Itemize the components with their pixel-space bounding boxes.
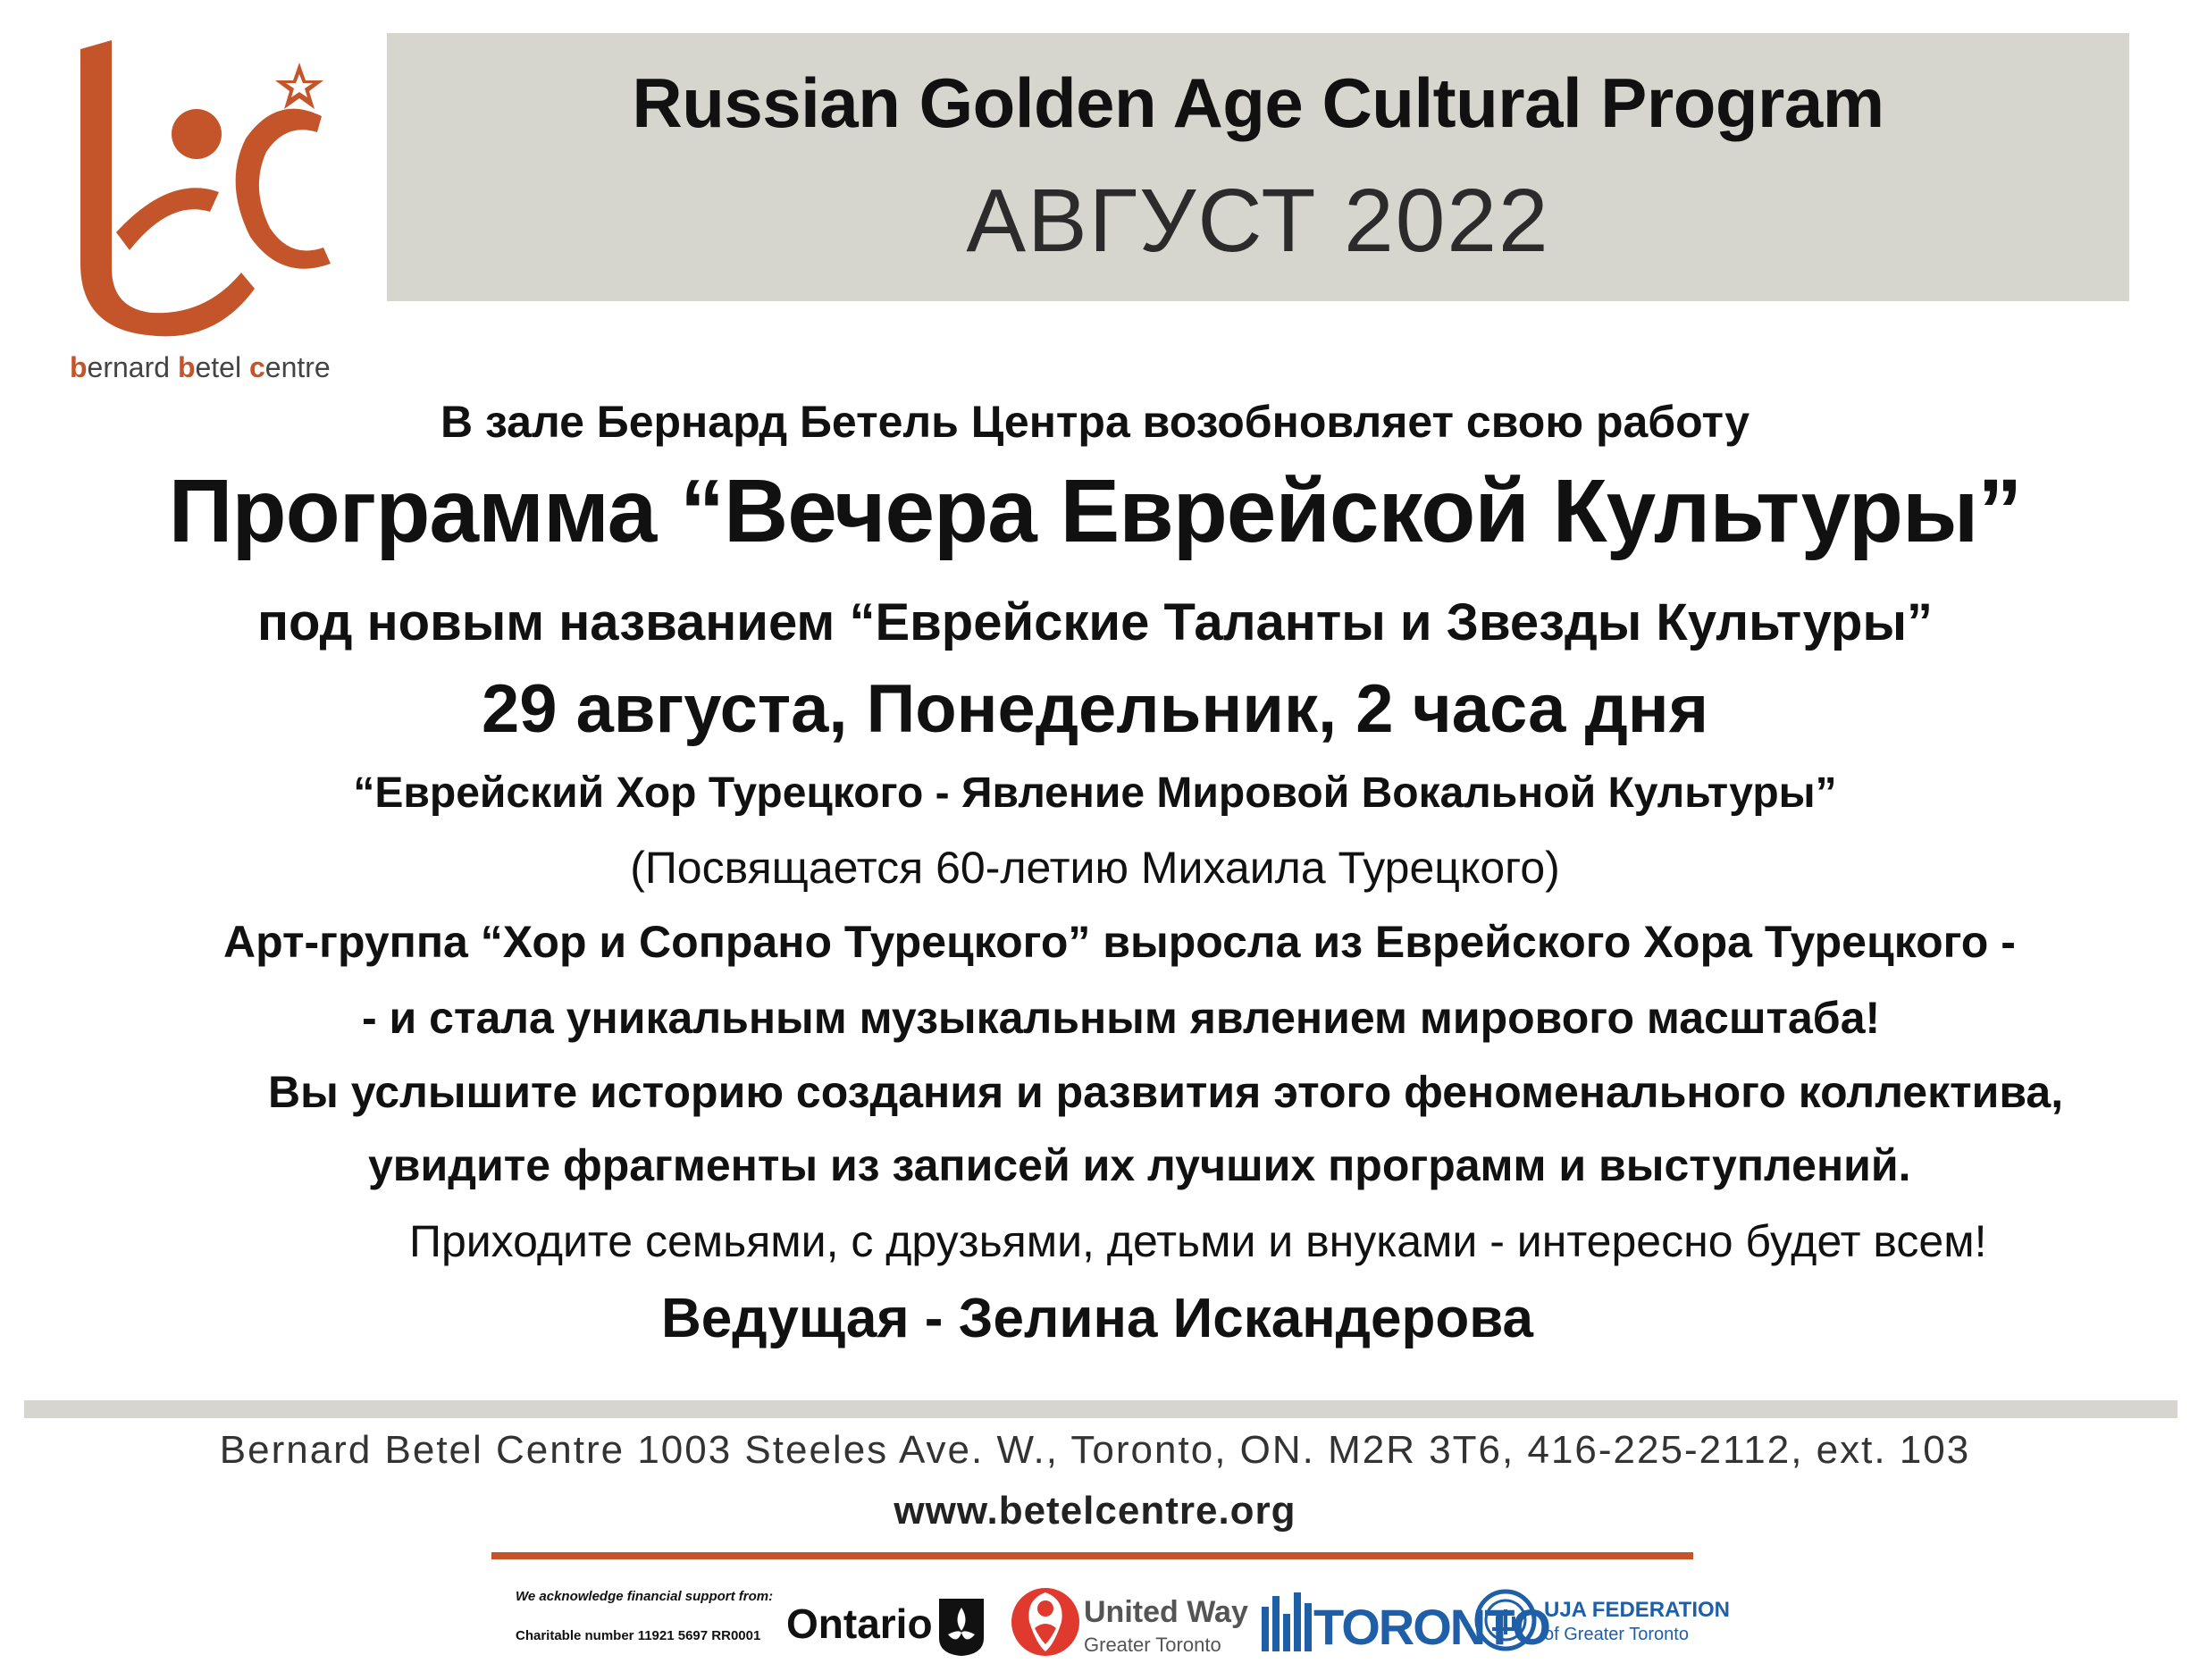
footer-accent-rule <box>491 1552 1693 1559</box>
program-month: АВГУСТ 2022 <box>966 171 1550 271</box>
uja-federation-icon <box>1474 1584 1537 1656</box>
bernard-betel-centre-logo <box>63 40 340 344</box>
united-way-icon <box>1010 1582 1081 1662</box>
toronto-city-hall-icon <box>1258 1589 1321 1653</box>
uja-logo-subtext: of Greater Toronto <box>1544 1625 1689 1644</box>
event-dedication: (Посвящается 60-летию Михаила Турецкого) <box>630 843 1560 893</box>
description-line: увидите фрагменты из записей их лучших программ и выступлений. <box>368 1140 1911 1190</box>
invitation-line: Приходите семьями, с друзьями, детьми и внуками - интересно будет всем! <box>409 1216 1987 1266</box>
description-line: Арт-группа “Хор и Сопрано Турецкого” выросла из Еврейского Хора Турецкого - <box>223 917 2016 967</box>
program-new-name: под новым названием “Еврейские Таланты и Звезды Культуры” <box>256 593 1934 651</box>
program-title: Russian Golden Age Cultural Program <box>632 63 1884 142</box>
description-line: Вы услышите историю создания и развития этого феноменального коллектива, <box>268 1067 2064 1117</box>
charitable-number: Charitable number 11921 5697 RR0001 <box>516 1628 761 1643</box>
intro-line: В зале Бернард Бетель Центра возобновляет свою работу <box>440 397 1750 447</box>
ontario-logo-text: Ontario <box>786 1600 933 1647</box>
uja-logo-text: UJA FEDERATION <box>1544 1598 1731 1622</box>
footer-divider <box>24 1400 2177 1418</box>
event-date: 29 августа, Понедельник, 2 часа дня <box>481 671 1709 747</box>
support-acknowledgement: We acknowledge financial support from: <box>516 1589 774 1604</box>
host-line: Ведущая - Зелина Искандерова <box>661 1288 1534 1349</box>
program-heading: Программа “Вечера Еврейской Культуры” <box>168 461 2022 561</box>
toronto-logo-text: TORONTO <box>1313 1599 1549 1655</box>
website-link[interactable]: www.betelcentre.org <box>894 1489 1296 1533</box>
description-line: - и стала уникальным музыкальным явлением мирового масштаба! <box>362 993 1881 1043</box>
united-way-logo-subtext: Greater Toronto <box>1084 1634 1221 1656</box>
ontario-trillium-icon <box>934 1595 989 1658</box>
footer-address: Bernard Betel Centre 1003 Steeles Ave. W., Toronto, ON. M2R 3T6, 416-225-2112, ext. 103 <box>219 1428 1971 1472</box>
logo-wordmark: bernard betel centre <box>70 351 331 383</box>
united-way-logo-text: United Way <box>1084 1595 1248 1629</box>
event-topic: “Еврейский Хор Турецкого - Явление Мировой Вокальной Культуры” <box>353 769 1837 817</box>
